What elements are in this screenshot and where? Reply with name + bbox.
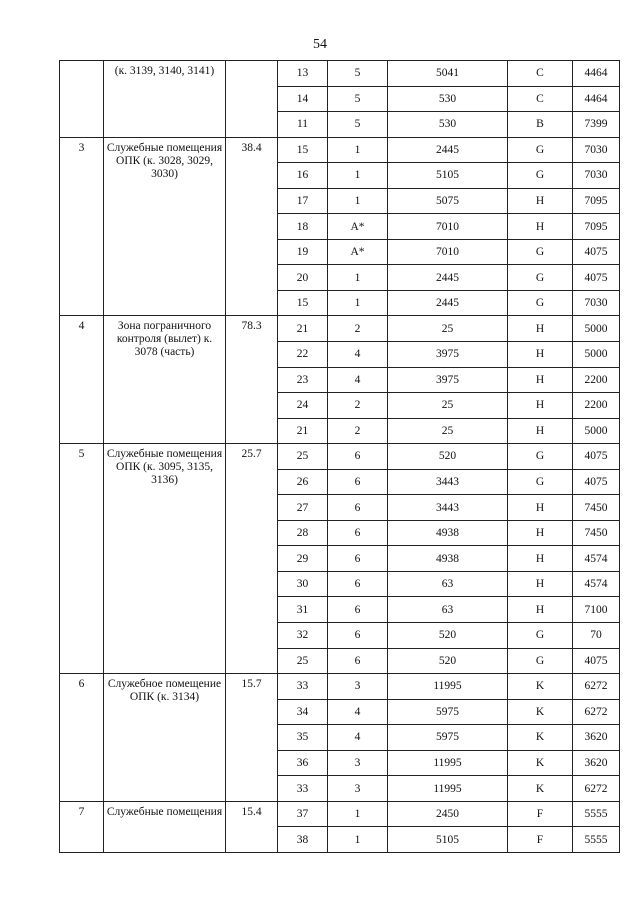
param-cell: 7450: [573, 495, 620, 521]
row-index-cell: 33: [278, 674, 328, 700]
class-cell: C: [508, 86, 573, 112]
row-index-cell: 33: [278, 776, 328, 802]
param-cell: 4574: [573, 571, 620, 597]
value-cell: 4938: [388, 546, 508, 572]
param-cell: 70: [573, 623, 620, 649]
row-index-cell: 35: [278, 725, 328, 751]
class-cell: G: [508, 137, 573, 163]
value-cell: 520: [388, 444, 508, 470]
code-cell: 4: [328, 725, 388, 751]
row-index-cell: 23: [278, 367, 328, 393]
row-index-cell: 36: [278, 750, 328, 776]
code-cell: 1: [328, 188, 388, 214]
row-index-cell: 11: [278, 112, 328, 138]
group-number-cell: 3: [60, 137, 104, 316]
value-cell: 25: [388, 393, 508, 419]
area-cell: 25.7: [226, 444, 278, 674]
value-cell: 25: [388, 316, 508, 342]
room-name-cell: Зона пограничного контроля (вылет) к. 3078 (часть): [104, 316, 226, 444]
class-cell: H: [508, 316, 573, 342]
room-name-cell: Служебные помещения: [104, 801, 226, 852]
row-index-cell: 29: [278, 546, 328, 572]
param-cell: 2200: [573, 367, 620, 393]
group-number-cell: 7: [60, 801, 104, 852]
class-cell: B: [508, 112, 573, 138]
row-index-cell: 20: [278, 265, 328, 291]
param-cell: 7030: [573, 163, 620, 189]
value-cell: 520: [388, 623, 508, 649]
param-cell: 3620: [573, 725, 620, 751]
code-cell: 6: [328, 495, 388, 521]
class-cell: G: [508, 444, 573, 470]
code-cell: 6: [328, 546, 388, 572]
code-cell: 6: [328, 469, 388, 495]
row-index-cell: 38: [278, 827, 328, 853]
code-cell: 6: [328, 520, 388, 546]
param-cell: 4075: [573, 444, 620, 470]
value-cell: 2445: [388, 137, 508, 163]
row-index-cell: 18: [278, 214, 328, 240]
code-cell: 3: [328, 674, 388, 700]
class-cell: H: [508, 214, 573, 240]
value-cell: 5041: [388, 61, 508, 87]
row-index-cell: 21: [278, 316, 328, 342]
value-cell: 11995: [388, 750, 508, 776]
param-cell: 6272: [573, 776, 620, 802]
group-number-cell: 6: [60, 674, 104, 802]
row-index-cell: 24: [278, 393, 328, 419]
value-cell: 4938: [388, 520, 508, 546]
class-cell: G: [508, 623, 573, 649]
param-cell: 5555: [573, 827, 620, 853]
value-cell: 3443: [388, 469, 508, 495]
class-cell: H: [508, 367, 573, 393]
param-cell: 2200: [573, 393, 620, 419]
param-cell: 6272: [573, 674, 620, 700]
class-cell: K: [508, 776, 573, 802]
row-index-cell: 37: [278, 801, 328, 827]
param-cell: 7100: [573, 597, 620, 623]
row-index-cell: 28: [278, 520, 328, 546]
code-cell: 5: [328, 112, 388, 138]
class-cell: H: [508, 188, 573, 214]
value-cell: 2445: [388, 265, 508, 291]
param-cell: 4464: [573, 61, 620, 87]
value-cell: 5975: [388, 699, 508, 725]
class-cell: H: [508, 418, 573, 444]
code-cell: A*: [328, 239, 388, 265]
param-cell: 7030: [573, 290, 620, 316]
value-cell: 3443: [388, 495, 508, 521]
table-row: [60, 801, 620, 827]
class-cell: G: [508, 290, 573, 316]
value-cell: 5075: [388, 188, 508, 214]
code-cell: 4: [328, 699, 388, 725]
page-number: 54: [313, 37, 327, 52]
row-index-cell: 27: [278, 495, 328, 521]
table-row: [60, 674, 620, 700]
class-cell: G: [508, 239, 573, 265]
class-cell: G: [508, 163, 573, 189]
value-cell: 3975: [388, 342, 508, 368]
code-cell: 1: [328, 137, 388, 163]
class-cell: H: [508, 342, 573, 368]
room-name-cell: Служебное помещение ОПК (к. 3134): [104, 674, 226, 802]
class-cell: H: [508, 546, 573, 572]
class-cell: H: [508, 495, 573, 521]
code-cell: 6: [328, 597, 388, 623]
group-number-cell: [60, 61, 104, 138]
param-cell: 7030: [573, 137, 620, 163]
code-cell: 4: [328, 367, 388, 393]
param-cell: 7095: [573, 188, 620, 214]
code-cell: 6: [328, 623, 388, 649]
area-cell: 15.7: [226, 674, 278, 802]
param-cell: 5555: [573, 801, 620, 827]
class-cell: H: [508, 393, 573, 419]
code-cell: 6: [328, 444, 388, 470]
param-cell: 6272: [573, 699, 620, 725]
row-index-cell: 22: [278, 342, 328, 368]
class-cell: C: [508, 61, 573, 87]
table-row: [60, 444, 620, 470]
param-cell: 4075: [573, 239, 620, 265]
code-cell: 1: [328, 265, 388, 291]
param-cell: 4574: [573, 546, 620, 572]
value-cell: 63: [388, 571, 508, 597]
param-cell: 7450: [573, 520, 620, 546]
code-cell: 5: [328, 86, 388, 112]
class-cell: F: [508, 801, 573, 827]
table-row: [60, 137, 620, 163]
row-index-cell: 31: [278, 597, 328, 623]
param-cell: 4075: [573, 265, 620, 291]
row-index-cell: 34: [278, 699, 328, 725]
area-cell: 78.3: [226, 316, 278, 444]
code-cell: 1: [328, 801, 388, 827]
row-index-cell: 32: [278, 623, 328, 649]
code-cell: A*: [328, 214, 388, 240]
value-cell: 5105: [388, 827, 508, 853]
class-cell: K: [508, 725, 573, 751]
class-cell: K: [508, 674, 573, 700]
row-index-cell: 17: [278, 188, 328, 214]
value-cell: 530: [388, 86, 508, 112]
value-cell: 11995: [388, 674, 508, 700]
data-table: [59, 60, 620, 853]
code-cell: 2: [328, 393, 388, 419]
param-cell: 4075: [573, 469, 620, 495]
param-cell: 5000: [573, 418, 620, 444]
row-index-cell: 15: [278, 290, 328, 316]
class-cell: G: [508, 265, 573, 291]
value-cell: 3975: [388, 367, 508, 393]
row-index-cell: 25: [278, 648, 328, 674]
class-cell: K: [508, 750, 573, 776]
class-cell: H: [508, 571, 573, 597]
class-cell: H: [508, 520, 573, 546]
row-index-cell: 14: [278, 86, 328, 112]
param-cell: 5000: [573, 316, 620, 342]
class-cell: F: [508, 827, 573, 853]
area-cell: 38.4: [226, 137, 278, 316]
area-cell: 15.4: [226, 801, 278, 852]
value-cell: 2450: [388, 801, 508, 827]
room-name-cell: (к. 3139, 3140, 3141): [104, 61, 226, 138]
row-index-cell: 25: [278, 444, 328, 470]
code-cell: 1: [328, 290, 388, 316]
value-cell: 7010: [388, 239, 508, 265]
class-cell: H: [508, 597, 573, 623]
class-cell: G: [508, 648, 573, 674]
code-cell: 4: [328, 342, 388, 368]
area-cell: [226, 61, 278, 138]
room-name-cell: Служебные помещения ОПК (к. 3095, 3135, 3136): [104, 444, 226, 674]
value-cell: 25: [388, 418, 508, 444]
value-cell: 11995: [388, 776, 508, 802]
code-cell: 2: [328, 418, 388, 444]
value-cell: 2445: [388, 290, 508, 316]
value-cell: 530: [388, 112, 508, 138]
class-cell: G: [508, 469, 573, 495]
param-cell: 3620: [573, 750, 620, 776]
code-cell: 1: [328, 827, 388, 853]
param-cell: 7095: [573, 214, 620, 240]
code-cell: 1: [328, 163, 388, 189]
param-cell: 5000: [573, 342, 620, 368]
code-cell: 5: [328, 61, 388, 87]
param-cell: 4464: [573, 86, 620, 112]
row-index-cell: 26: [278, 469, 328, 495]
param-cell: 7399: [573, 112, 620, 138]
row-index-cell: 30: [278, 571, 328, 597]
room-name-cell: Служебные помещения ОПК (к. 3028, 3029, 3030): [104, 137, 226, 316]
code-cell: 6: [328, 648, 388, 674]
code-cell: 2: [328, 316, 388, 342]
row-index-cell: 13: [278, 61, 328, 87]
code-cell: 3: [328, 750, 388, 776]
group-number-cell: 4: [60, 316, 104, 444]
row-index-cell: 19: [278, 239, 328, 265]
row-index-cell: 16: [278, 163, 328, 189]
param-cell: 4075: [573, 648, 620, 674]
table-row: [60, 61, 620, 87]
row-index-cell: 15: [278, 137, 328, 163]
class-cell: K: [508, 699, 573, 725]
table-row: [60, 316, 620, 342]
value-cell: 7010: [388, 214, 508, 240]
code-cell: 3: [328, 776, 388, 802]
value-cell: 520: [388, 648, 508, 674]
code-cell: 6: [328, 571, 388, 597]
row-index-cell: 21: [278, 418, 328, 444]
value-cell: 63: [388, 597, 508, 623]
value-cell: 5975: [388, 725, 508, 751]
group-number-cell: 5: [60, 444, 104, 674]
value-cell: 5105: [388, 163, 508, 189]
